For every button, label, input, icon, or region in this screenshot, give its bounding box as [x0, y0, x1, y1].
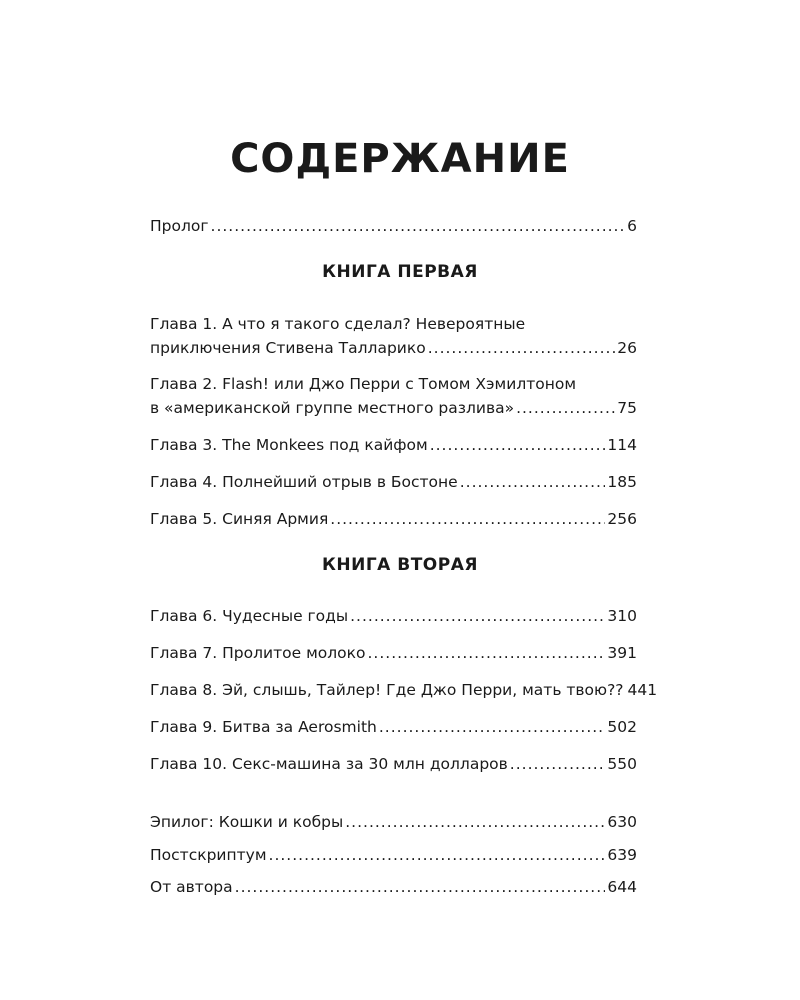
entry-page: 630 [607, 813, 637, 831]
dot-leader [367, 641, 605, 665]
dot-leader [379, 715, 606, 739]
entry-page: 644 [607, 878, 637, 896]
entry-page: 391 [607, 644, 637, 662]
dot-leader [430, 433, 606, 457]
dot-leader [269, 843, 606, 867]
toc-entry-chapter-10[interactable] [150, 752, 637, 776]
toc-entry-chapter-1[interactable] [150, 312, 637, 360]
entry-label-line1: Глава 2. Flash! или Джо Перри с Томом Хэмилтоном [150, 375, 577, 393]
entry-label: Глава 9. Битва за Aerosmith [150, 718, 377, 736]
toc-entry-chapter-6[interactable] [150, 604, 637, 628]
entry-page: 639 [607, 846, 637, 864]
toc-entry-chapter-8[interactable] [150, 678, 658, 702]
entry-page: 310 [607, 607, 637, 625]
dot-leader [350, 604, 605, 628]
entry-label: приключения Стивена Талларико [150, 339, 426, 357]
book-1-heading: КНИГА ПЕРВАЯ [322, 262, 478, 282]
toc-entry-chapter-9[interactable] [150, 715, 637, 739]
entry-label: в «американской группе местного разлива» [150, 399, 515, 417]
entry-page: 441 [627, 681, 658, 699]
entry-page: 26 [617, 339, 637, 357]
entry-label: Пролог [150, 217, 209, 235]
dot-leader [235, 875, 606, 899]
toc-entry-postscript[interactable] [150, 843, 637, 867]
entry-page: 75 [617, 399, 637, 417]
toc-entry-chapter-3[interactable] [150, 433, 637, 457]
toc-entry-chapter-4[interactable] [150, 470, 637, 494]
entry-label: Глава 8. Эй, слышь, Тайлер! Где Джо Перри, мать твою?? [150, 681, 624, 699]
dot-leader [330, 507, 605, 531]
dot-leader [428, 336, 616, 360]
toc-entry-chapter-7[interactable] [150, 641, 637, 665]
entry-page: 256 [607, 510, 637, 528]
entry-page: 6 [627, 217, 637, 235]
toc-entry-epilogue[interactable] [150, 810, 637, 834]
book-2-heading: КНИГА ВТОРАЯ [322, 555, 478, 575]
entry-page: 502 [607, 718, 637, 736]
dot-leader [460, 470, 606, 494]
entry-label: Постскриптум [150, 846, 267, 864]
entry-label: Глава 10. Секс-машина за 30 млн долларов [150, 755, 508, 773]
entry-page: 185 [607, 473, 637, 491]
dot-leader [516, 396, 615, 420]
toc-entry-prologue[interactable] [150, 214, 637, 238]
dot-leader [345, 810, 605, 834]
entry-label: Глава 7. Пролитое молоко [150, 644, 366, 662]
dot-leader [211, 214, 626, 238]
toc-entry-author-note[interactable] [150, 875, 637, 899]
entry-label: Глава 5. Синяя Армия [150, 510, 329, 528]
toc-entry-chapter-2[interactable] [150, 372, 637, 420]
entry-label: От автора [150, 878, 233, 896]
dot-leader [510, 752, 606, 776]
entry-page: 550 [607, 755, 637, 773]
toc-entry-chapter-5[interactable] [150, 507, 637, 531]
entry-label: Глава 6. Чудесные годы [150, 607, 349, 625]
entry-label: Глава 3. The Monkees под кайфом [150, 436, 428, 454]
entry-page: 114 [607, 436, 637, 454]
entry-label: Эпилог: Кошки и кобры [150, 813, 344, 831]
entry-label: Глава 4. Полнейший отрыв в Бостоне [150, 473, 458, 491]
entry-label-line1: Глава 1. А что я такого сделал? Невероятные [150, 315, 526, 333]
page-title: СОДЕРЖАНИЕ [230, 136, 570, 182]
